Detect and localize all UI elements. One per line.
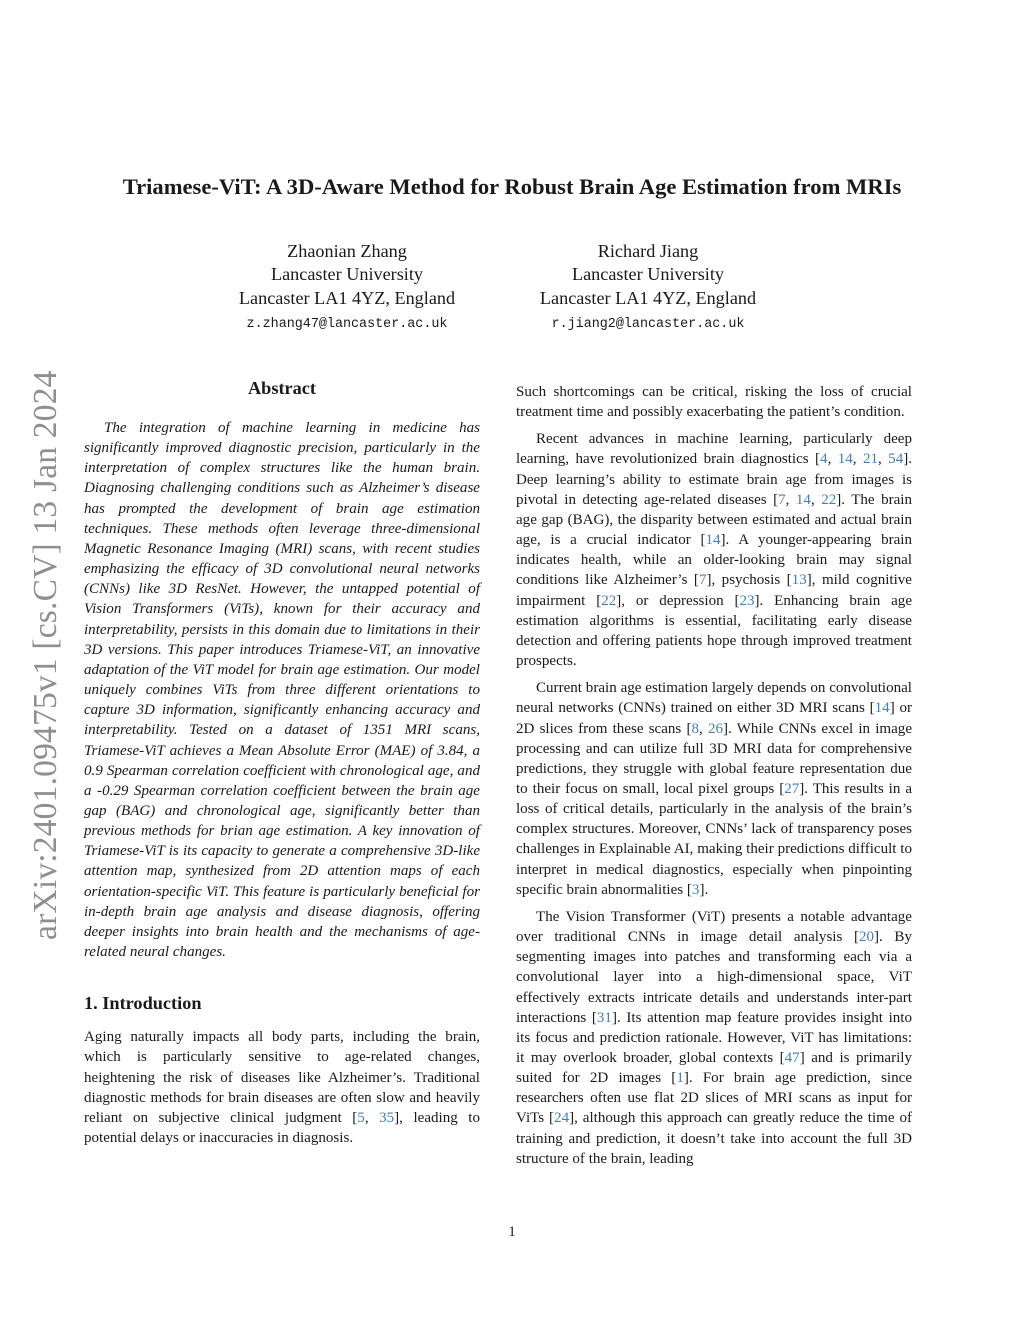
abstract-text: The integration of machine learning in medicine has significantly improved diagnostic precision, particularly in the interpretation of complex structures like the human brain. Diagnosing challenging conditions such as Alzheimer’s disease has prompted the development of brain age estimation techniques. These methods often leverage three-dimensional Magnetic Resonance Imaging (MRI) scans, with recent studies emphasizing the efficacy of 3D convolutional neural networks (CNNs) like 3D ResNet. However, the untapped potential of Vision Transformers (ViTs), known for their accuracy and interpretability, persists in this domain due to limitations in their 3D versions. This paper introduces Triamese-ViT, an innovative adaptation of the ViT model for brain age estimation. Our model uniquely combines ViTs from three different orientations to capture 3D information, significantly enhancing accuracy and interpretability. Tested on a dataset of 1351 MRI scans, Triamese-ViT achieves a Mean Absolute Error (MAE) of 3.84, a 0.9 Spearman correlation coefficient with chronological age, and a -0.29 Spearman correlation coefficient between the brain age gap (BAG) and chronological age, significantly better than previous methods for brian age estimation. A key innovation of Triamese-ViT is its capacity to generate a comprehensive 3D-like attention map, synthesized from 2D attention maps of each orientation-specific ViT. This feature is particularly beneficial for in-depth brain age analysis and disease diagnosis, offering deeper insights into brain health and the mechanisms of age-related neural changes. [84, 420, 480, 961]
author-affiliation: Lancaster University [270, 264, 423, 285]
citation-link[interactable]: 4 [820, 451, 828, 468]
citation-link[interactable]: 13 [791, 572, 807, 589]
intro-paragraph: Aging naturally impacts all body parts, including the brain, which is particularly sensitive to age-related changes, heightening the risk of diseases like Alzheimer’s. Traditional diagnostic methods for brain diseases are often slow and heavily reliant on subjective clinical judgment [5, 35], leading to potential delays or inaccuracies in diagnosis. [84, 1029, 480, 1146]
right-column [516, 382, 912, 1169]
citation-link[interactable]: 26 [707, 720, 724, 737]
citation-link[interactable]: 14 [874, 700, 890, 717]
left-column [84, 376, 480, 1148]
author-block [498, 240, 798, 335]
citation-link[interactable]: 47 [784, 1050, 800, 1066]
citation-link[interactable]: 27 [784, 780, 800, 797]
citation-link[interactable]: 20 [858, 929, 875, 946]
intro-paragraph: Current brain age estimation largely depends on convolutional neural networks (CNNs) trained on either 3D MRI scans [14] or 2D slices from these scans [8, 26]. While CNNs excel in image processing and can utilize full 3D MRI data for comprehensive predictions, they struggle with global feature representation due to their focus on small, local pixel groups [27]. This results in a loss of critical details, particularly in the analysis of the brain’s complex structures. Moreover, CNNs’ lack of transparency poses challenges in Explainable AI, making their predictions difficult to interpret in medical diagnostics, especially when pinpointing specific brain abnormalities [3]. [516, 680, 913, 898]
citation-link[interactable]: 22 [601, 592, 617, 609]
section-heading-introduction: 1. Introduction [84, 993, 202, 1014]
intro-paragraph: Recent advances in machine learning, particularly deep learning, have revolutionized brain diagnostics [4, 14, 21, 54]. Deep learning’s ability to estimate brain age from images is pivotal in detecting age-related diseases [7, 14, 22]. The brain age gap (BAG), the disparity between estimated and actual brain age, is a crucial indicator [14]. A younger-appearing brain indicates health, while an older-looking brain may signal conditions like Alzheimer’s [7], psychosis [13], mild cognitive impairment [22], or depression [23]. Enhancing brain age estimation algorithms is essential, facilitating early disease detection and offering patients hope through improved treatment prospects. [516, 431, 913, 670]
author-name: Zhaonian Zhang [287, 241, 407, 261]
intro-paragraph: Such shortcomings can be critical, risking the loss of crucial treatment time and possibly exacerbating the patient’s condition. [516, 384, 912, 421]
citation-link[interactable]: 14 [795, 491, 811, 508]
page-number: 1 [508, 1224, 516, 1240]
citation-link[interactable]: 22 [821, 491, 837, 508]
citation-link[interactable]: 54 [888, 451, 904, 468]
citation-link[interactable]: 35 [379, 1109, 395, 1126]
citation-link[interactable]: 8 [691, 720, 700, 737]
author-email[interactable]: r.jiang2@lancaster.ac.uk [551, 316, 745, 332]
citation-link[interactable]: 14 [705, 532, 721, 549]
author-address: Lancaster LA1 4YZ, England [539, 287, 757, 308]
citation-link[interactable]: 21 [862, 451, 878, 468]
citation-link[interactable]: 24 [554, 1110, 570, 1127]
citation-link[interactable]: 1 [676, 1070, 684, 1087]
citation-link[interactable]: 5 [357, 1109, 365, 1126]
author-block [197, 240, 497, 335]
arxiv-identifier: arXiv:2401.09475v1 [cs.CV] 13 Jan 2024 [27, 370, 64, 940]
author-address: Lancaster LA1 4YZ, England [238, 287, 456, 308]
author-email[interactable]: z.zhang47@lancaster.ac.uk [246, 316, 448, 332]
citation-link[interactable]: 7 [778, 491, 786, 508]
abstract-heading: Abstract [247, 378, 317, 398]
citation-link[interactable]: 3 [691, 881, 700, 898]
citation-link[interactable]: 23 [739, 592, 755, 609]
intro-paragraph: The Vision Transformer (ViT) presents a notable advantage over traditional CNNs in image detail analysis [20]. By segmenting images into patches and transforming each via a convolutional layer into a high-dimensional space, ViT effectively extracts intricate details and understands inter-part interactions [31]. Its attention map feature provides insight into its focus and prediction rationale. However, ViT has limitations: it may overlook broader, global contexts [47] and is primarily suited for 2D images [1]. For brain age prediction, since researchers often use flat 2D slices of MRI scans as input for ViTs [24], although this approach can greatly reduce the time of training and prediction, it doesn’t take into account the full 3D structure of the brain, leading [516, 908, 912, 1167]
paper-title: Triamese-ViT: A 3D-Aware Method for Robust Brain Age Estimation from MRIs [122, 174, 902, 199]
citation-link[interactable]: 14 [837, 451, 853, 468]
author-name: Richard Jiang [597, 241, 699, 261]
citation-link[interactable]: 31 [596, 1009, 612, 1026]
author-affiliation: Lancaster University [571, 264, 724, 285]
citation-link[interactable]: 7 [698, 572, 707, 589]
